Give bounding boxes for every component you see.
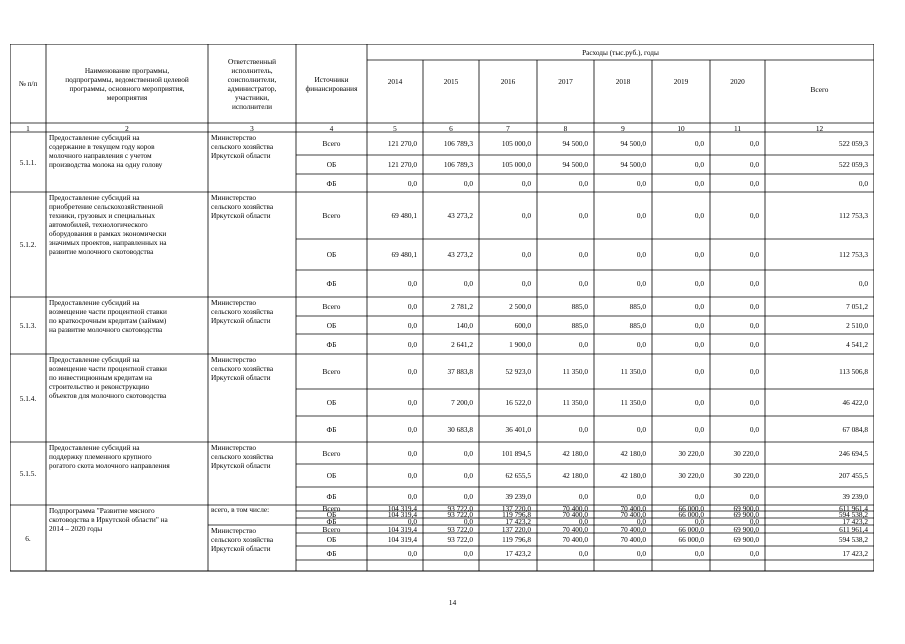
amount-cell: 70 400,0 — [620, 503, 646, 513]
amount-cell: 105 000,0 — [501, 139, 531, 148]
amount-cell: 0,0 — [694, 424, 704, 434]
amount-cell: 0,0 — [636, 517, 646, 526]
amount-cell: 0,0 — [578, 424, 588, 434]
header-year: 2016 — [500, 77, 516, 86]
amount-cell: 594 538,2 — [838, 535, 868, 544]
amount-cell: 0,0 — [694, 517, 704, 526]
amount-cell: 94 500,0 — [562, 160, 588, 169]
column-number: 7 — [506, 123, 510, 133]
amount-cell: 46 422,0 — [842, 398, 868, 407]
source-label: ОБ — [326, 320, 337, 330]
amount-cell: 0,0 — [694, 339, 704, 349]
amount-cell: 62 655,5 — [505, 471, 531, 480]
amount-cell: 0,0 — [749, 279, 759, 288]
item-name: Предоставление субсидий на поддержку племенного крупного рогатого скота молочного направления — [49, 443, 170, 470]
amount-cell: 36 401,0 — [505, 424, 531, 434]
amount-cell: 885,0 — [629, 302, 646, 311]
column-number: 8 — [563, 123, 568, 133]
amount-cell: 0,0 — [694, 548, 704, 558]
amount-cell: 2 641,2 — [451, 339, 473, 349]
amount-cell: 0,0 — [636, 279, 646, 288]
amount-cell: 70 400,0 — [620, 535, 646, 544]
amount-cell: 0,0 — [463, 471, 473, 480]
item-name: Подпрограмма "Развитие мясного скотоводства в Иркутской области" на 2014 – 2020 годы — [49, 506, 168, 533]
amount-cell: 0,0 — [749, 160, 759, 169]
header-year: 2018 — [615, 77, 631, 86]
amount-cell: 0,0 — [636, 178, 646, 188]
amount-cell: 69 480,1 — [391, 211, 417, 220]
amount-cell: 121 270,0 — [387, 160, 417, 169]
amount-cell: 0,0 — [578, 211, 588, 220]
column-number: 3 — [250, 123, 254, 133]
amount-cell: 0,0 — [636, 250, 646, 259]
amount-cell: 42 180,0 — [620, 471, 646, 480]
amount-cell: 93 722,0 — [447, 535, 473, 544]
amount-cell: 70 400,0 — [620, 510, 646, 519]
amount-cell: 16 522,0 — [505, 398, 531, 407]
amount-cell: 94 500,0 — [620, 139, 646, 148]
amount-cell: 137 220,0 — [501, 503, 531, 513]
source-label: ОБ — [326, 510, 337, 519]
amount-cell: 43 273,2 — [447, 250, 473, 259]
amount-cell: 69 480,1 — [391, 250, 417, 259]
item-name: Предоставление субсидий на приобретение сельскохозяйственной техники, грузовых и специальных автомобилей, технологического оборудования в рамках экономически значимых проектов, направленных на развитие молочного скотоводства — [49, 193, 167, 256]
amount-cell: 43 273,2 — [447, 211, 473, 220]
amount-cell: 0,0 — [407, 424, 417, 434]
header-year: 2015 — [443, 77, 459, 86]
amount-cell: 0,0 — [521, 250, 531, 259]
amount-cell: 0,0 — [407, 398, 417, 407]
source-label: ФБ — [326, 517, 337, 526]
amount-cell: 69 900,0 — [733, 510, 759, 519]
source-label: ОБ — [326, 535, 337, 544]
header-no: № п/п — [18, 79, 38, 88]
amount-cell: 42 180,0 — [562, 448, 588, 458]
amount-cell: 611 961,4 — [839, 524, 868, 534]
item-number: 5.1.3. — [19, 321, 37, 330]
amount-cell: 0,0 — [463, 279, 473, 288]
header-source: Источники финансирования — [305, 74, 358, 93]
amount-cell: 2 781,2 — [451, 302, 473, 311]
item-executor: Министерство сельского хозяйства Иркутской области — [211, 355, 274, 382]
item-number: 5.1.2. — [19, 240, 37, 249]
amount-cell: 17 423,2 — [505, 517, 531, 526]
amount-cell: 0,0 — [578, 517, 588, 526]
source-label: ФБ — [326, 491, 337, 501]
amount-cell: 0,0 — [578, 548, 588, 558]
source-label: Всего — [322, 524, 341, 534]
amount-cell: 885,0 — [571, 302, 588, 311]
header-year: 2017 — [558, 77, 573, 86]
amount-cell: 66 000,0 — [678, 535, 704, 544]
amount-cell: 0,0 — [749, 320, 759, 330]
amount-cell: 70 400,0 — [620, 524, 646, 534]
amount-cell: 106 789,3 — [443, 139, 473, 148]
amount-cell: 0,0 — [694, 367, 704, 376]
amount-cell: 0,0 — [636, 491, 646, 501]
amount-cell: 17 423,2 — [842, 517, 868, 526]
column-number: 6 — [449, 123, 453, 133]
amount-cell: 0,0 — [463, 548, 473, 558]
amount-cell: 11 350,0 — [562, 367, 588, 376]
amount-cell: 101 894,5 — [501, 448, 531, 458]
item-name: Предоставление субсидий на возмещение части процентной ставки по инвестиционным кредитам на строительство и реконструкцию объектов для молочного скотоводства — [49, 355, 167, 400]
amount-cell: 0,0 — [749, 548, 759, 558]
amount-cell: 69 900,0 — [733, 535, 759, 544]
amount-cell: 0,0 — [407, 491, 417, 501]
amount-cell: 69 900,0 — [733, 503, 759, 513]
amount-cell: 17 423,2 — [505, 548, 531, 558]
amount-cell: 70 400,0 — [562, 535, 588, 544]
amount-cell: 0,0 — [407, 339, 417, 349]
amount-cell: 0,0 — [636, 548, 646, 558]
amount-cell: 104 319,4 — [387, 503, 417, 513]
amount-cell: 66 000,0 — [678, 510, 704, 519]
source-label: Всего — [322, 367, 341, 376]
amount-cell: 94 500,0 — [562, 139, 588, 148]
amount-cell: 2 510,0 — [846, 320, 868, 330]
amount-cell: 246 694,5 — [838, 448, 868, 458]
amount-cell: 0,0 — [578, 178, 588, 188]
amount-cell: 0,0 — [521, 211, 531, 220]
amount-cell: 42 180,0 — [562, 471, 588, 480]
amount-cell: 119 796,8 — [502, 510, 531, 519]
amount-cell: 0,0 — [694, 302, 704, 311]
item-executor: Министерство сельского хозяйства Иркутской области — [211, 526, 274, 553]
amount-cell: 93 722,0 — [447, 503, 473, 513]
amount-cell: 0,0 — [407, 320, 417, 330]
source-label: Всего — [322, 139, 341, 148]
amount-cell: 70 400,0 — [562, 524, 588, 534]
amount-cell: 522 059,3 — [838, 139, 868, 148]
amount-cell: 0,0 — [636, 339, 646, 349]
amount-cell: 66 000,0 — [678, 524, 704, 534]
source-label: ОБ — [326, 250, 337, 259]
header-year: 2014 — [387, 77, 403, 86]
item-name: Предоставление субсидий на содержание в текущем году коров молочного направления с учетом производства молока на одну голову — [49, 133, 163, 169]
amount-cell: 121 270,0 — [387, 139, 417, 148]
source-label: Всего — [322, 211, 341, 220]
amount-cell: 0,0 — [749, 211, 759, 220]
amount-cell: 600,0 — [514, 320, 531, 330]
amount-cell: 207 455,5 — [838, 471, 868, 480]
amount-cell: 0,0 — [749, 250, 759, 259]
amount-cell: 0,0 — [749, 139, 759, 148]
amount-cell: 30 220,0 — [733, 471, 759, 480]
amount-cell: 0,0 — [463, 448, 473, 458]
item-number: 6. — [25, 533, 31, 543]
amount-cell: 0,0 — [694, 160, 704, 169]
amount-cell: 0,0 — [694, 250, 704, 259]
amount-cell: 52 923,0 — [505, 367, 531, 376]
source-label: ФБ — [326, 424, 337, 434]
amount-cell: 0,0 — [749, 398, 759, 407]
amount-cell: 0,0 — [749, 517, 759, 526]
amount-cell: 2 500,0 — [509, 302, 531, 311]
amount-cell: 594 538,2 — [838, 510, 868, 519]
amount-cell: 30 683,8 — [447, 424, 473, 434]
source-label: Всего — [322, 448, 341, 458]
amount-cell: 17 423,2 — [842, 548, 868, 558]
amount-cell: 106 789,3 — [443, 160, 473, 169]
amount-cell: 11 350,0 — [562, 398, 588, 407]
amount-cell: 42 180,0 — [620, 448, 646, 458]
column-number: 1 — [26, 123, 30, 133]
item-executor-total: всего, в том числе: — [211, 505, 270, 514]
amount-cell: 0,0 — [578, 339, 588, 349]
amount-cell: 105 000,0 — [501, 160, 531, 169]
amount-cell: 0,0 — [694, 320, 704, 330]
amount-cell: 0,0 — [463, 517, 473, 526]
item-executor: Министерство сельского хозяйства Иркутской области — [211, 193, 274, 220]
amount-cell: 11 350,0 — [620, 398, 646, 407]
amount-cell: 0,0 — [521, 279, 531, 288]
column-number: 9 — [621, 123, 625, 133]
amount-cell: 0,0 — [749, 339, 759, 349]
page-number: 14 — [448, 598, 457, 607]
amount-cell: 0,0 — [407, 548, 417, 558]
column-number: 12 — [815, 123, 824, 133]
amount-cell: 0,0 — [858, 279, 868, 288]
amount-cell: 0,0 — [463, 491, 473, 501]
column-number: 11 — [733, 123, 742, 133]
amount-cell: 0,0 — [749, 424, 759, 434]
amount-cell: 0,0 — [694, 139, 704, 148]
amount-cell: 0,0 — [749, 302, 759, 311]
amount-cell: 93 722,0 — [447, 524, 473, 534]
amount-cell: 0,0 — [407, 279, 417, 288]
source-label: ФБ — [326, 279, 337, 288]
item-number: 5.1.5. — [19, 469, 37, 478]
amount-cell: 0,0 — [749, 178, 759, 188]
amount-cell: 11 350,0 — [620, 367, 646, 376]
header-name: Наименование программы, подпрограммы, ведомственной целевой программы, основного мероприятия, мероприятия — [65, 65, 189, 102]
amount-cell: 0,0 — [858, 178, 868, 188]
amount-cell: 112 753,3 — [839, 211, 868, 220]
amount-cell: 0,0 — [694, 178, 704, 188]
source-label: ОБ — [326, 471, 337, 480]
budget-table — [10, 44, 874, 644]
source-label: ФБ — [326, 548, 337, 558]
amount-cell: 0,0 — [578, 491, 588, 501]
amount-cell: 0,0 — [407, 517, 417, 526]
amount-cell: 104 319,4 — [387, 524, 417, 534]
amount-cell: 0,0 — [694, 398, 704, 407]
amount-cell: 0,0 — [694, 279, 704, 288]
amount-cell: 885,0 — [629, 320, 646, 330]
amount-cell: 0,0 — [407, 302, 417, 311]
item-executor: Министерство сельского хозяйства Иркутской области — [211, 298, 274, 325]
item-number: 5.1.1. — [19, 157, 37, 167]
header-expenses: Расходы (тыс.руб.), годы — [582, 48, 659, 57]
amount-cell: 93 722,0 — [447, 510, 473, 519]
item-number: 5.1.4. — [19, 393, 37, 403]
item-executor: Министерство сельского хозяйства Иркутской области — [211, 133, 274, 160]
amount-cell: 0,0 — [407, 367, 417, 376]
column-number: 2 — [125, 123, 129, 133]
amount-cell: 0,0 — [694, 211, 704, 220]
amount-cell: 611 961,4 — [839, 503, 868, 513]
source-label: ОБ — [326, 398, 337, 407]
amount-cell: 112 753,3 — [839, 250, 868, 259]
amount-cell: 70 400,0 — [562, 510, 588, 519]
amount-cell: 7 200,0 — [451, 398, 473, 407]
amount-cell: 113 506,8 — [839, 367, 868, 376]
header-year: 2019 — [673, 77, 689, 86]
amount-cell: 37 883,8 — [447, 367, 473, 376]
source-label: ОБ — [326, 160, 337, 169]
amount-cell: 137 220,0 — [501, 524, 531, 534]
source-label: Всего — [322, 503, 341, 513]
amount-cell: 0,0 — [749, 367, 759, 376]
amount-cell: 1 900,0 — [509, 339, 531, 349]
amount-cell: 0,0 — [636, 424, 646, 434]
amount-cell: 104 319,4 — [387, 535, 417, 544]
item-executor: Министерство сельского хозяйства Иркутской области — [211, 443, 274, 470]
header-executor: Ответственный исполнитель, соисполнители, администратор, участники, исполнители — [227, 56, 277, 111]
amount-cell: 0,0 — [578, 279, 588, 288]
amount-cell: 0,0 — [521, 178, 531, 188]
amount-cell: 0,0 — [407, 471, 417, 480]
amount-cell: 30 220,0 — [733, 448, 759, 458]
amount-cell: 39 239,0 — [505, 491, 531, 501]
amount-cell: 4 541,2 — [846, 339, 868, 349]
item-name: Предоставление субсидий на возмещение части процентной ставки по краткосрочным кредитам (займам) на развитие молочного скотоводства — [49, 298, 167, 334]
amount-cell: 140,0 — [456, 320, 473, 330]
amount-cell: 0,0 — [463, 178, 473, 188]
amount-cell: 66 000,0 — [678, 503, 704, 513]
amount-cell: 7 051,2 — [846, 302, 868, 311]
amount-cell: 119 796,8 — [502, 535, 531, 544]
column-number: 5 — [393, 123, 397, 133]
amount-cell: 94 500,0 — [620, 160, 646, 169]
amount-cell: 30 220,0 — [678, 448, 704, 458]
amount-cell: 70 400,0 — [562, 503, 588, 513]
amount-cell: 885,0 — [571, 320, 588, 330]
amount-cell: 39 239,0 — [842, 491, 868, 501]
amount-cell: 67 084,8 — [842, 424, 868, 434]
amount-cell: 0,0 — [578, 250, 588, 259]
source-label: ФБ — [326, 339, 337, 349]
amount-cell: 0,0 — [636, 211, 646, 220]
column-number: 4 — [329, 123, 334, 133]
amount-cell: 0,0 — [407, 178, 417, 188]
column-number: 10 — [677, 123, 685, 133]
header-year: 2020 — [730, 77, 745, 86]
amount-cell: 522 059,3 — [838, 160, 868, 169]
source-label: ФБ — [326, 178, 337, 188]
header-total: Всего — [810, 85, 829, 94]
amount-cell: 104 319,4 — [387, 510, 417, 519]
amount-cell: 0,0 — [407, 448, 417, 458]
amount-cell: 0,0 — [749, 491, 759, 501]
amount-cell: 30 220,0 — [678, 471, 704, 480]
amount-cell: 0,0 — [694, 491, 704, 501]
amount-cell: 69 900,0 — [733, 524, 759, 534]
source-label: Всего — [322, 302, 341, 311]
